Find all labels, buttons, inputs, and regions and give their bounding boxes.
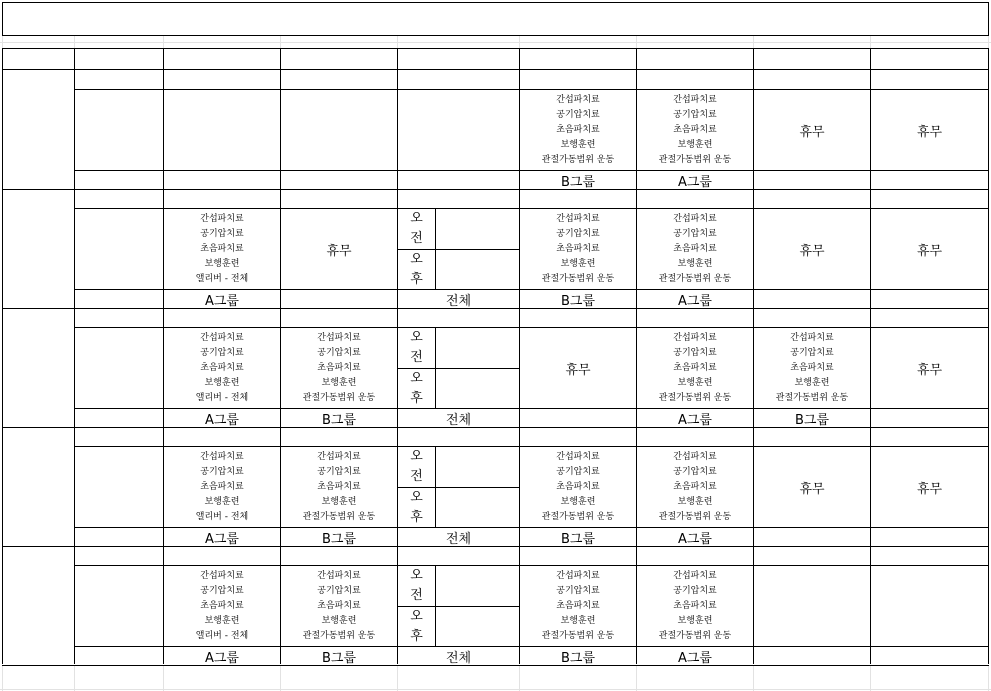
grid-line <box>74 170 989 171</box>
therapy-item: 공기압치료 <box>673 347 717 358</box>
group-cell <box>871 528 988 546</box>
sheet-gridline <box>988 666 989 691</box>
row-label-therapy <box>75 447 163 527</box>
page-title <box>2 2 988 35</box>
therapy-item: 초음파치료 <box>673 243 717 254</box>
pm-char: 오 <box>410 608 423 624</box>
therapy-item: 공기압치료 <box>317 585 361 596</box>
therapy-item: 관절가동범위 운동 <box>541 273 615 284</box>
row-label-group <box>75 171 163 189</box>
date-cell <box>164 189 280 208</box>
therapy-item: 초음파치료 <box>200 600 244 611</box>
header-cell <box>637 49 753 69</box>
pm-label <box>398 607 435 646</box>
pm-char: 오 <box>410 489 423 505</box>
therapy-item: 초음파치료 <box>317 600 361 611</box>
therapy-list <box>281 566 397 646</box>
therapy-item: 앨리버 - 전체 <box>195 273 249 284</box>
date-cell <box>281 308 397 327</box>
group-cell: 전체 <box>445 293 472 308</box>
grid-line <box>397 606 520 607</box>
sheet-gridline <box>0 689 991 690</box>
date-cell <box>281 70 397 89</box>
am-char: 전 <box>410 469 423 484</box>
header-cell <box>281 49 397 69</box>
rest-day: 휴무 <box>916 481 943 497</box>
therapy-item: 간섭파치료 <box>673 332 717 343</box>
therapy-item: 초음파치료 <box>673 481 717 492</box>
therapy-item: 간섭파치료 <box>673 213 717 224</box>
grid-line <box>753 48 754 664</box>
therapy-item: 관절가동범위 운동 <box>658 630 732 641</box>
week-label <box>3 308 74 427</box>
grid-line <box>988 2 989 35</box>
row-label-group <box>75 528 163 546</box>
group-cell: 전체 <box>445 650 472 665</box>
date-cell <box>637 308 753 327</box>
grid-line <box>74 446 989 447</box>
group-cell <box>520 409 636 427</box>
grid-line <box>163 48 164 664</box>
therapy-item: 초음파치료 <box>317 362 361 373</box>
group-cell <box>398 171 519 189</box>
therapy-item: 간섭파치료 <box>200 451 244 462</box>
group-cell: B그룹 <box>794 412 830 427</box>
therapy-list <box>281 447 397 527</box>
therapy-item: 초음파치료 <box>200 243 244 254</box>
therapy-list <box>164 328 280 408</box>
pm-session <box>436 369 519 408</box>
therapy-list <box>754 328 870 408</box>
date-cell <box>871 70 988 89</box>
date-cell <box>164 308 280 327</box>
header-cell <box>398 49 519 69</box>
date-cell <box>871 189 988 208</box>
therapy-item: 간섭파치료 <box>673 94 717 105</box>
therapy-item: 앨리버 - 전체 <box>195 511 249 522</box>
grid-line <box>636 48 637 664</box>
therapy-item: 초음파치료 <box>673 124 717 135</box>
therapy-list <box>520 566 636 646</box>
therapy-item: 초음파치료 <box>200 481 244 492</box>
group-cell <box>281 171 397 189</box>
therapy-item: 공기압치료 <box>200 585 244 596</box>
therapy-list <box>520 209 636 289</box>
therapy-item: 보행훈련 <box>560 496 596 507</box>
date-cell <box>754 546 870 565</box>
group-cell <box>871 171 988 189</box>
date-cell <box>520 70 636 89</box>
pm-char: 오 <box>410 251 423 267</box>
therapy-item: 보행훈련 <box>794 377 830 388</box>
therapy-list <box>637 328 753 408</box>
group-cell: 전체 <box>445 531 472 546</box>
am-session <box>436 447 519 487</box>
header-cell <box>75 49 163 69</box>
group-cell: 전체 <box>445 412 472 427</box>
group-cell: B그룹 <box>321 412 357 427</box>
therapy-item: 보행훈련 <box>677 258 713 269</box>
group-cell <box>164 171 280 189</box>
am-char: 오 <box>410 330 423 345</box>
date-cell <box>281 427 397 446</box>
grid-line <box>397 249 520 250</box>
grid-line <box>397 368 520 369</box>
therapy-item: 보행훈련 <box>204 615 240 626</box>
therapy-item: 공기압치료 <box>673 109 717 120</box>
date-cell <box>281 189 397 208</box>
pm-char: 오 <box>410 370 423 386</box>
pm-char: 후 <box>410 390 423 406</box>
group-cell: B그룹 <box>560 531 596 546</box>
group-cell: A그룹 <box>677 174 712 189</box>
pm-session <box>436 250 519 289</box>
header-cell <box>3 49 74 69</box>
header-cell <box>520 49 636 69</box>
week-label <box>3 189 74 308</box>
grid-line <box>2 48 3 664</box>
am-char: 오 <box>410 449 423 464</box>
therapy-item: 간섭파치료 <box>556 570 600 581</box>
date-cell <box>164 427 280 446</box>
group-cell: A그룹 <box>204 293 239 308</box>
date-cell <box>398 546 519 565</box>
am-char: 전 <box>410 588 423 603</box>
am-label <box>398 566 435 606</box>
therapy-item: 초음파치료 <box>790 362 834 373</box>
rest-day: 휴무 <box>565 362 591 378</box>
therapy-item: 보행훈련 <box>677 139 713 150</box>
grid-line <box>2 48 989 49</box>
date-cell <box>398 427 519 446</box>
therapy-item: 초음파치료 <box>317 481 361 492</box>
therapy-item: 보행훈련 <box>677 377 713 388</box>
therapy-item: 관절가동범위 운동 <box>658 392 732 403</box>
therapy-item: 앨리버 - 전체 <box>195 630 249 641</box>
group-cell <box>754 528 870 546</box>
therapy-item: 공기압치료 <box>200 466 244 477</box>
therapy-item: 간섭파치료 <box>200 213 244 224</box>
sheet-gridline <box>74 666 75 691</box>
therapy-item: 보행훈련 <box>560 615 596 626</box>
group-cell: A그룹 <box>677 412 712 427</box>
sheet-gridline <box>280 666 281 691</box>
therapy-item: 간섭파치료 <box>200 332 244 343</box>
row-label-therapy <box>75 90 163 170</box>
date-cell <box>637 70 753 89</box>
therapy-item: 공기압치료 <box>673 585 717 596</box>
therapy-item: 간섭파치료 <box>673 570 717 581</box>
am-char: 오 <box>410 568 423 583</box>
group-cell <box>871 647 988 665</box>
grid-line <box>280 48 281 664</box>
therapy-item: 보행훈련 <box>321 496 357 507</box>
therapy-list <box>164 447 280 527</box>
am-char: 전 <box>410 231 423 246</box>
am-char: 전 <box>410 350 423 365</box>
therapy-item: 초음파치료 <box>200 362 244 373</box>
week-label <box>3 427 74 546</box>
row-label-group <box>75 290 163 308</box>
date-cell <box>754 70 870 89</box>
pm-session <box>436 488 519 527</box>
group-cell <box>754 290 870 308</box>
pm-char: 후 <box>410 509 423 525</box>
grid-line <box>519 48 520 664</box>
therapy-item: 초음파치료 <box>673 362 717 373</box>
therapy-item: 관절가동범위 운동 <box>775 392 849 403</box>
therapy-list <box>164 566 280 646</box>
therapy-item: 보행훈련 <box>321 615 357 626</box>
therapy-list <box>520 447 636 527</box>
therapy-list <box>520 90 636 170</box>
therapy-item: 간섭파치료 <box>200 570 244 581</box>
grid-line <box>74 646 989 647</box>
pm-label <box>398 250 435 289</box>
grid-line <box>397 487 520 488</box>
grid-line <box>988 48 989 664</box>
group-cell: A그룹 <box>677 650 712 665</box>
group-cell <box>754 171 870 189</box>
am-session <box>436 328 519 368</box>
rest-day: 휴무 <box>916 362 943 378</box>
date-cell <box>871 546 988 565</box>
grid-line <box>2 2 989 3</box>
therapy-item: 관절가동범위 운동 <box>541 630 615 641</box>
group-cell: B그룹 <box>560 650 596 665</box>
group-cell: B그룹 <box>560 174 596 189</box>
therapy-item: 공기압치료 <box>673 466 717 477</box>
group-cell: A그룹 <box>677 531 712 546</box>
row-label-therapy <box>75 566 163 646</box>
pm-label <box>398 488 435 527</box>
date-cell <box>164 546 280 565</box>
grid-line <box>74 565 989 566</box>
therapy-item: 관절가동범위 운동 <box>302 511 376 522</box>
therapy-item: 간섭파치료 <box>556 451 600 462</box>
sheet-gridline <box>397 666 398 691</box>
row-label-group <box>75 647 163 665</box>
therapy-item: 초음파치료 <box>556 600 600 611</box>
grid-line <box>74 48 75 664</box>
therapy-list <box>637 566 753 646</box>
pm-char: 후 <box>410 271 423 287</box>
header-cell <box>871 49 988 69</box>
date-cell <box>637 427 753 446</box>
grid-line <box>74 89 989 90</box>
therapy-list <box>637 447 753 527</box>
date-cell <box>754 189 870 208</box>
therapy-item: 관절가동범위 운동 <box>302 630 376 641</box>
group-cell: A그룹 <box>677 293 712 308</box>
sheet-gridline <box>163 666 164 691</box>
grid-line <box>397 48 398 664</box>
therapy-item: 관절가동범위 운동 <box>658 511 732 522</box>
date-cell <box>398 189 519 208</box>
group-cell <box>871 409 988 427</box>
rest-day: 휴무 <box>799 481 825 497</box>
grid-line <box>74 408 989 409</box>
rest-day: 휴무 <box>916 243 943 259</box>
group-cell <box>754 647 870 665</box>
grid-line <box>74 327 989 328</box>
therapy-item: 간섭파치료 <box>673 451 717 462</box>
therapy-item: 초음파치료 <box>673 600 717 611</box>
sheet-gridline <box>2 666 3 691</box>
grid-line <box>74 208 989 209</box>
pm-label <box>398 369 435 408</box>
am-label <box>398 209 435 249</box>
am-session <box>436 209 519 249</box>
pm-char: 후 <box>410 628 423 644</box>
group-cell <box>281 290 397 308</box>
therapy-item: 공기압치료 <box>673 228 717 239</box>
rest-day: 휴무 <box>916 124 943 140</box>
therapy-item: 초음파치료 <box>556 481 600 492</box>
therapy-item: 간섭파치료 <box>790 332 834 343</box>
therapy-item: 초음파치료 <box>556 243 600 254</box>
therapy-item: 보행훈련 <box>204 496 240 507</box>
date-cell <box>520 189 636 208</box>
therapy-item: 공기압치료 <box>556 585 600 596</box>
grid-line <box>74 289 989 290</box>
date-cell <box>398 70 519 89</box>
therapy-item: 관절가동범위 운동 <box>658 273 732 284</box>
row-label-therapy <box>75 209 163 289</box>
grid-line <box>74 527 989 528</box>
am-char: 오 <box>410 211 423 226</box>
therapy-list <box>281 328 397 408</box>
group-cell: A그룹 <box>204 531 239 546</box>
therapy-item: 관절가동범위 운동 <box>658 154 732 165</box>
therapy-item: 공기압치료 <box>790 347 834 358</box>
date-cell <box>871 308 988 327</box>
therapy-item: 보행훈련 <box>204 258 240 269</box>
therapy-item: 보행훈련 <box>560 139 596 150</box>
therapy-item: 초음파치료 <box>556 124 600 135</box>
therapy-list <box>637 90 753 170</box>
rest-day: 휴무 <box>799 124 825 140</box>
date-cell <box>520 546 636 565</box>
therapy-item: 보행훈련 <box>677 496 713 507</box>
date-cell <box>754 427 870 446</box>
row-label-group <box>75 409 163 427</box>
grid-line <box>870 48 871 664</box>
date-cell <box>164 70 280 89</box>
therapy-item: 관절가동범위 운동 <box>541 154 615 165</box>
date-cell <box>754 308 870 327</box>
therapy-item: 보행훈련 <box>677 615 713 626</box>
group-cell: A그룹 <box>204 650 239 665</box>
therapy-item: 공기압치료 <box>200 347 244 358</box>
pm-session <box>436 607 519 646</box>
group-cell: B그룹 <box>321 531 357 546</box>
sheet-gridline <box>0 42 991 43</box>
group-cell <box>871 290 988 308</box>
week-label <box>3 546 74 665</box>
therapy-item: 공기압치료 <box>556 109 600 120</box>
date-cell <box>520 308 636 327</box>
am-label <box>398 447 435 487</box>
date-cell <box>637 189 753 208</box>
therapy-item: 공기압치료 <box>200 228 244 239</box>
therapy-item: 보행훈련 <box>560 258 596 269</box>
therapy-item: 보행훈련 <box>204 377 240 388</box>
grid-line <box>2 35 989 36</box>
therapy-item: 공기압치료 <box>556 466 600 477</box>
date-cell <box>281 546 397 565</box>
row-label-therapy <box>75 328 163 408</box>
therapy-item: 공기압치료 <box>317 466 361 477</box>
therapy-item: 앨리버 - 전체 <box>195 392 249 403</box>
date-cell <box>637 546 753 565</box>
therapy-item: 보행훈련 <box>321 377 357 388</box>
footnote <box>500 666 986 688</box>
therapy-list <box>637 209 753 289</box>
therapy-item: 간섭파치료 <box>556 213 600 224</box>
week-label <box>3 70 74 189</box>
header-cell <box>164 49 280 69</box>
rest-day: 휴무 <box>326 243 352 259</box>
therapy-item: 관절가동범위 운동 <box>302 392 376 403</box>
therapy-list <box>164 209 280 289</box>
therapy-item: 간섭파치료 <box>556 94 600 105</box>
therapy-item: 관절가동범위 운동 <box>541 511 615 522</box>
rest-day: 휴무 <box>799 243 825 259</box>
therapy-item: 공기압치료 <box>556 228 600 239</box>
therapy-item: 간섭파치료 <box>317 332 361 343</box>
am-session <box>436 566 519 606</box>
group-cell: B그룹 <box>321 650 357 665</box>
group-cell: B그룹 <box>560 293 596 308</box>
date-cell <box>871 427 988 446</box>
header-cell <box>754 49 870 69</box>
group-cell: A그룹 <box>204 412 239 427</box>
therapy-item: 공기압치료 <box>317 347 361 358</box>
date-cell <box>398 308 519 327</box>
am-label <box>398 328 435 368</box>
therapy-item: 간섭파치료 <box>317 570 361 581</box>
therapy-item: 간섭파치료 <box>317 451 361 462</box>
date-cell <box>520 427 636 446</box>
grid-line <box>2 2 3 35</box>
